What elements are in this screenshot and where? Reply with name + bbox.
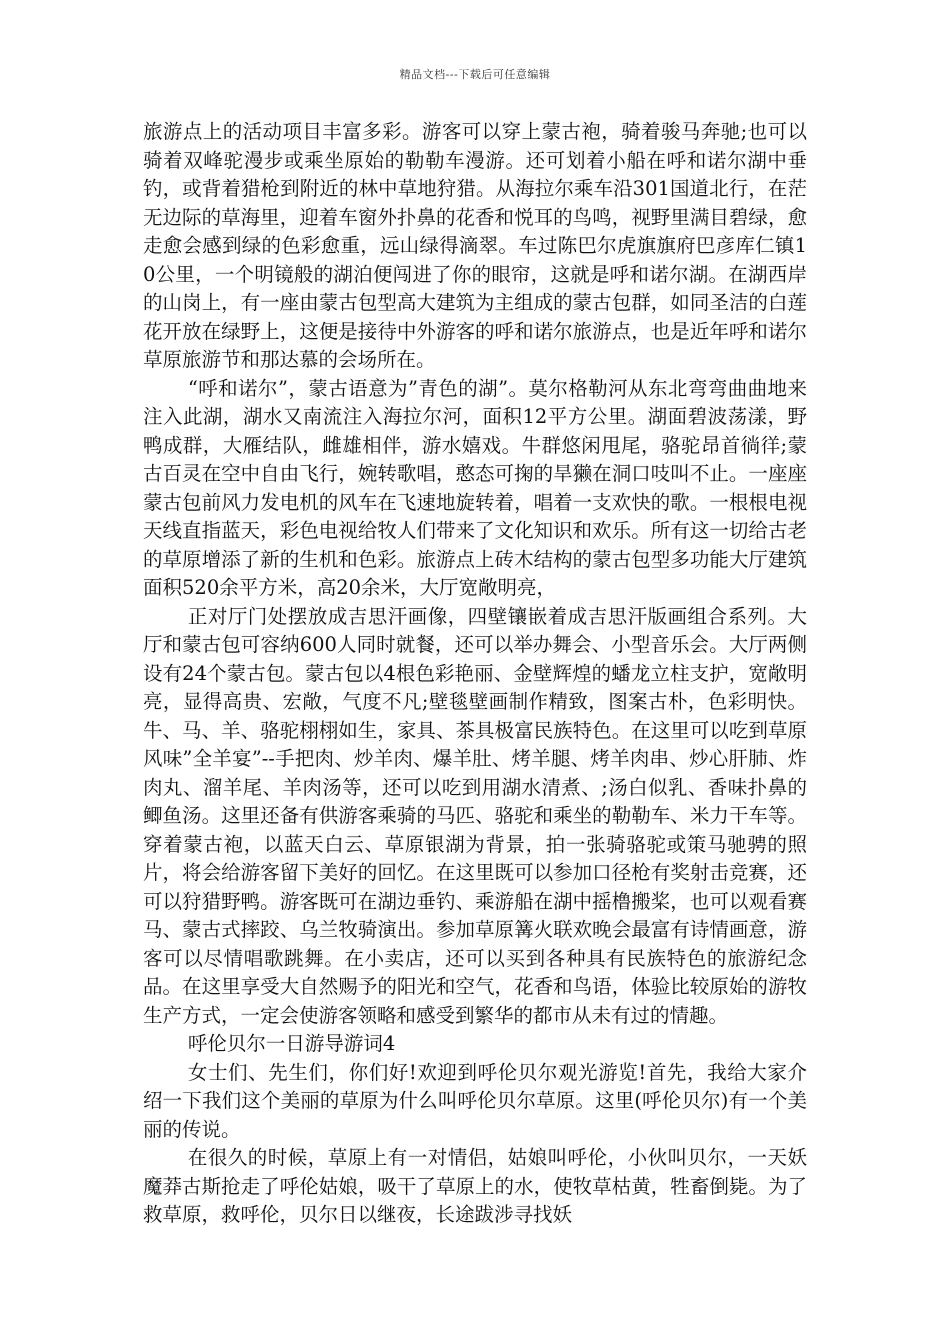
paragraph-hohnoor-lake: “呼和诺尔”，蒙古语意为”青色的湖”。莫尔格勒河从东北弯弯曲曲地来注入此湖，湖水又南流注入海拉尔河，面积12平方公里。湖面碧波荡漾，野鸭成群，大雁结队，雌雄相伴，游水嬉戏。牛群悠闲甩尾，骆驼昂首徜徉;蒙古百灵在空中自由飞行，婉转歌唱，憨态可掬的旱獭在洞口吱叫不止。一座座蒙古包前风力发电机的风车在飞速地旋转着，唱着一支欢快的歌。一根根电视天线直指蓝天，彩色电视给牧人们带来了文化知识和欢乐。所有这一切给古老的草原增添了新的生机和色彩。旅游点上砖木结构的蒙古包型多功能大厅建筑面积520余平方米，高20余米，大厅宽敞明亮，	[143, 376, 807, 599]
section-heading: 呼伦贝尔一日游导游词4	[187, 1032, 396, 1055]
paragraph-greeting: 女士们、先生们，你们好!欢迎到呼伦贝尔观光游览!首先，我给大家介绍一下我们这个美丽的草原为什么叫呼伦贝尔草原。这里(呼伦贝尔)有一个美丽的传说。	[143, 1060, 807, 1141]
paragraph-legend: 在很久的时候，草原上有一对情侣，姑娘叫呼伦，小伙叫贝尔，一天妖魔莽古斯抢走了呼伦姑娘，吸干了草原上的水，使牧草枯黄，牲畜倒毙。为了救草原，救呼伦，贝尔日以继夜，长途跋涉寻找妖	[143, 1146, 807, 1226]
paragraph-hall: 正对厅门处摆放成吉思汗画像，四壁镶嵌着成吉思汗版画组合系列。大厅和蒙古包可容纳600人同时就餐，还可以举办舞会、小型音乐会。大厅两侧设有24个蒙古包。蒙古包以4根色彩艳丽、金壁辉煌的蟠龙立柱支护，宽敞明亮，显得高贵、宏敞，气度不凡;壁毯壁画制作精致，图案古朴，色彩明快。牛、马、羊、骆驼栩栩如生，家具、茶具极富民族特色。在这里可以吃到草原风味”全羊宴”--手把肉、炒羊肉、爆羊肚、烤羊腿、烤羊肉串、炒心肝肺、炸肉丸、溜羊尾、羊肉汤等，还可以吃到用湖水清煮、;汤白似乳、香味扑鼻的鲫鱼汤。这里还备有供游客乘骑的马匹、骆驼和乘坐的勒勒车、米力干车等。穿着蒙古袍，以蓝天白云、草原银湖为背景，拍一张骑骆驼或策马驰骋的照片，将会给游客留下美好的回忆。在这里既可以参加口径枪有奖射击竞赛，还可以狩猎野鸭。游客既可在湖边垂钓、乘游船在湖中摇橹搬桨，也可以观看赛马、蒙古式摔跤、乌兰牧骑演出。参加草原篝火联欢晚会最富有诗情画意，游客可以尽情唱歌跳舞。在小卖店，还可以买到各种具有民族特色的旅游纪念品。在这里享受大自然赐予的阳光和空气，花香和鸟语，体验比较原始的游牧生产方式，一定会使游客领略和感受到繁华的都市从未有过的情趣。	[143, 604, 807, 1027]
paragraph-activities: 旅游点上的活动项目丰富多彩。游客可以穿上蒙古袍，骑着骏马奔驰;也可以骑着双峰驼漫步或乘坐原始的勒勒车漫游。还可划着小船在呼和诺尔湖中垂钓，或背着猎枪到附近的林中草地狩猎。从海拉尔乘车沿301国道北行，在茫无边际的草海里，迎着车窗外扑鼻的花香和悦耳的鸟鸣，视野里满目碧绿，愈走愈会感到绿的色彩愈重，远山绿得滴翠。车过陈巴尔虎旗旗府巴彦库仁镇10公里，一个明镜般的湖泊便闯进了你的眼帘，这就是呼和诺尔湖。在湖西岸的山岗上，有一座由蒙古包型高大建筑为主组成的蒙古包群，如同圣洁的白莲花开放在绿野上，这便是接待中外游客的呼和诺尔旅游点，也是近年呼和诺尔草原旅游节和那达慕的会场所在。	[143, 120, 807, 371]
document-body	[143, 118, 807, 1230]
page-header: 精品文档---下载后可任意编辑	[399, 68, 551, 81]
